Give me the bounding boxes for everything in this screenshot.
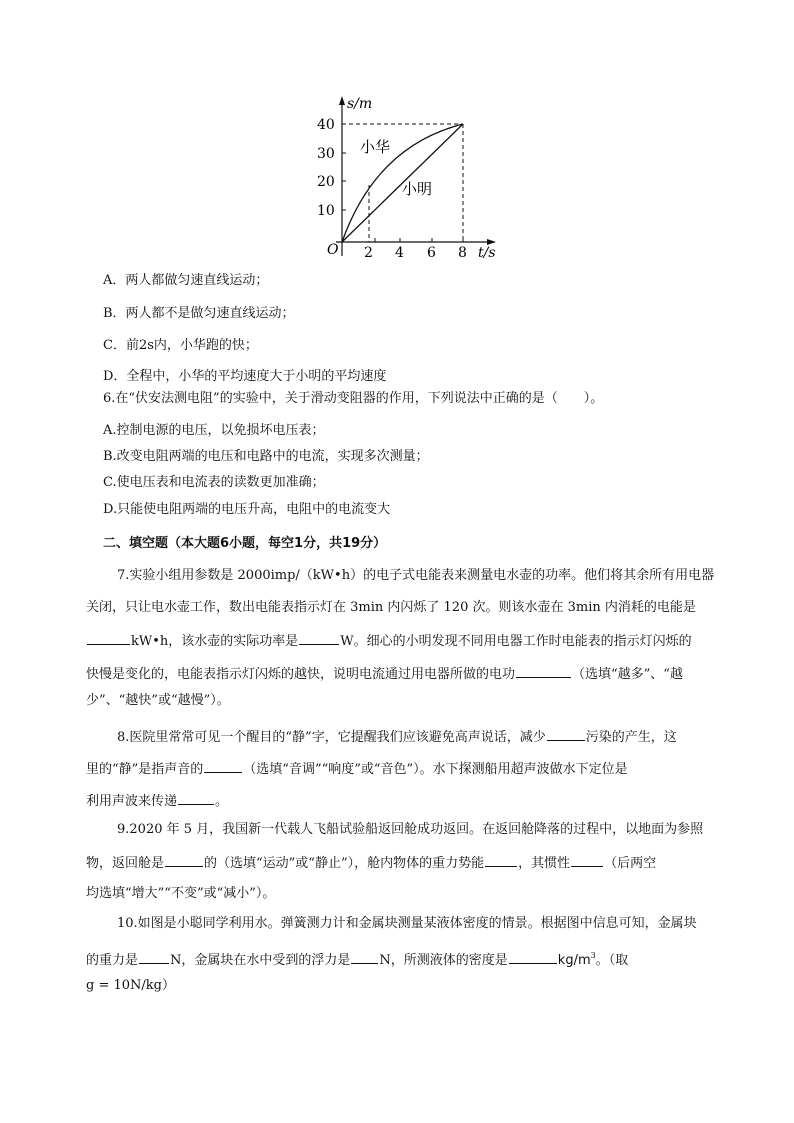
y-tick-30: 30 [317, 146, 335, 162]
q10-blank-2[interactable] [351, 950, 378, 964]
q9-line-3: 均选填“增大”“不变”或“减小”）。 [86, 886, 276, 901]
q7-line-1: 7.实验小组用参数是 2000imp/（kW•h）的电子式电能表来测量电水壶的功率。他们将其余所有用电器 [117, 568, 715, 583]
y-tick-20: 20 [317, 174, 335, 190]
x-tick-6: 6 [427, 245, 436, 260]
q10-blank-3[interactable] [509, 950, 557, 964]
q6-option-a: A.控制电源的电压，以免损坏电压表； [103, 423, 325, 438]
q9-blank-1[interactable] [165, 853, 203, 867]
q9-blank-2[interactable] [485, 853, 517, 867]
q6-option-d: D.只能使电阻两端的电压升高，电阻中的电流变大 [103, 502, 391, 517]
s-t-graph [316, 94, 506, 260]
q9-blank-3[interactable] [571, 853, 603, 867]
y-axis-arrow [339, 96, 345, 105]
q9-line-2: 物，返回舱是 的（选填“运动”或“静止”），舱内物体的重力势能 ，其惯性 （后两空 [86, 853, 656, 873]
q9-line-1: 9.2020 年 5 月，我国新一代载人飞船试验船返回舱成功返回。在返回舱降落的过程中，以地面为参照 [117, 822, 704, 837]
q5-option-a: A．两人都做匀速直线运动； [103, 273, 269, 288]
q7-line-3: kW•h，该水壶的实际功率是 W。细心的小明发现不同用电器工作时电能表的指示灯闪烁的 [86, 631, 692, 651]
x-tick-8: 8 [458, 245, 467, 260]
q8-blank-2[interactable] [204, 759, 242, 773]
q10-line-2: 的重力是 N，金属块在水中受到的浮力是 N，所测液体的密度是 $kg/m^3$。（取 [86, 951, 629, 968]
q5-option-b: B．两人都不是做匀速直线运动； [103, 306, 295, 321]
q8-blank-3[interactable] [178, 791, 214, 805]
x-tick-4: 4 [395, 245, 404, 260]
q6-stem: 6.在“伏安法测电阻”的实验中，关于滑动变阻器的作用，下列说法中正确的是（ ）。 [103, 391, 604, 406]
origin-label: O [327, 242, 339, 258]
curve-label-xiaohua: 小华 [360, 138, 391, 156]
y-tick-40: 40 [317, 117, 335, 133]
q5-option-c: C．前2s内，小华跑的快； [103, 338, 258, 353]
q7-blank-3[interactable] [516, 664, 571, 678]
q5-option-d: D．全程中，小华的平均速度大于小明的平均速度 [103, 369, 387, 384]
q6-option-c: C.使电压表和电流表的读数更加准确； [103, 475, 325, 490]
q7-blank-2[interactable] [299, 631, 339, 645]
section-2-title: 二、填空题（本大题6小题，每空1分，共19分） [103, 536, 387, 551]
y-tick-10: 10 [317, 203, 335, 219]
q8-blank-1[interactable] [547, 727, 585, 741]
q8-line-2: 里的“静”是指声音的 （选填“音调”“响度”或“音色”）。水下探测船用超声波做水下定位是 [86, 759, 628, 779]
q10-line-1: 10.如图是小聪同学利用水。弹簧测力计和金属块测量某液体密度的情景。根据图中信息可知，金属块 [117, 916, 697, 931]
q6-option-b: B.改变电阻两端的电压和电路中的电流，实现多次测量； [103, 449, 429, 464]
x-axis-label: t/s [478, 245, 496, 260]
q7-line-5: 少”、“越快”或“越慢”）。 [86, 693, 230, 708]
q10-line-3: g = 10N/kg） [86, 978, 175, 993]
x-tick-2: 2 [364, 245, 373, 260]
q7-line-4: 快慢是变化的，电能表指示灯闪烁的越快，说明电流通过用电器所做的电功 （选填“越多”、“越 [86, 664, 683, 684]
q8-line-1: 8.医院里常常可见一个醒目的“静”字，它提醒我们应该避免高声说话，减少 污染的产生，这 [117, 727, 677, 747]
q8-line-3: 利用声波来传递 。 [86, 791, 228, 811]
curve-label-xiaoming: 小明 [402, 180, 433, 198]
q7-blank-1[interactable] [87, 631, 130, 645]
y-axis-label: s/m [347, 96, 373, 112]
q10-blank-1[interactable] [139, 950, 169, 964]
graph-svg [316, 94, 506, 260]
q7-line-2: 关闭，只让电水壶工作，数出电能表指示灯在 3min 内闪烁了 120 次。则该水壶在 3min 内消耗的电能是 [86, 600, 696, 615]
